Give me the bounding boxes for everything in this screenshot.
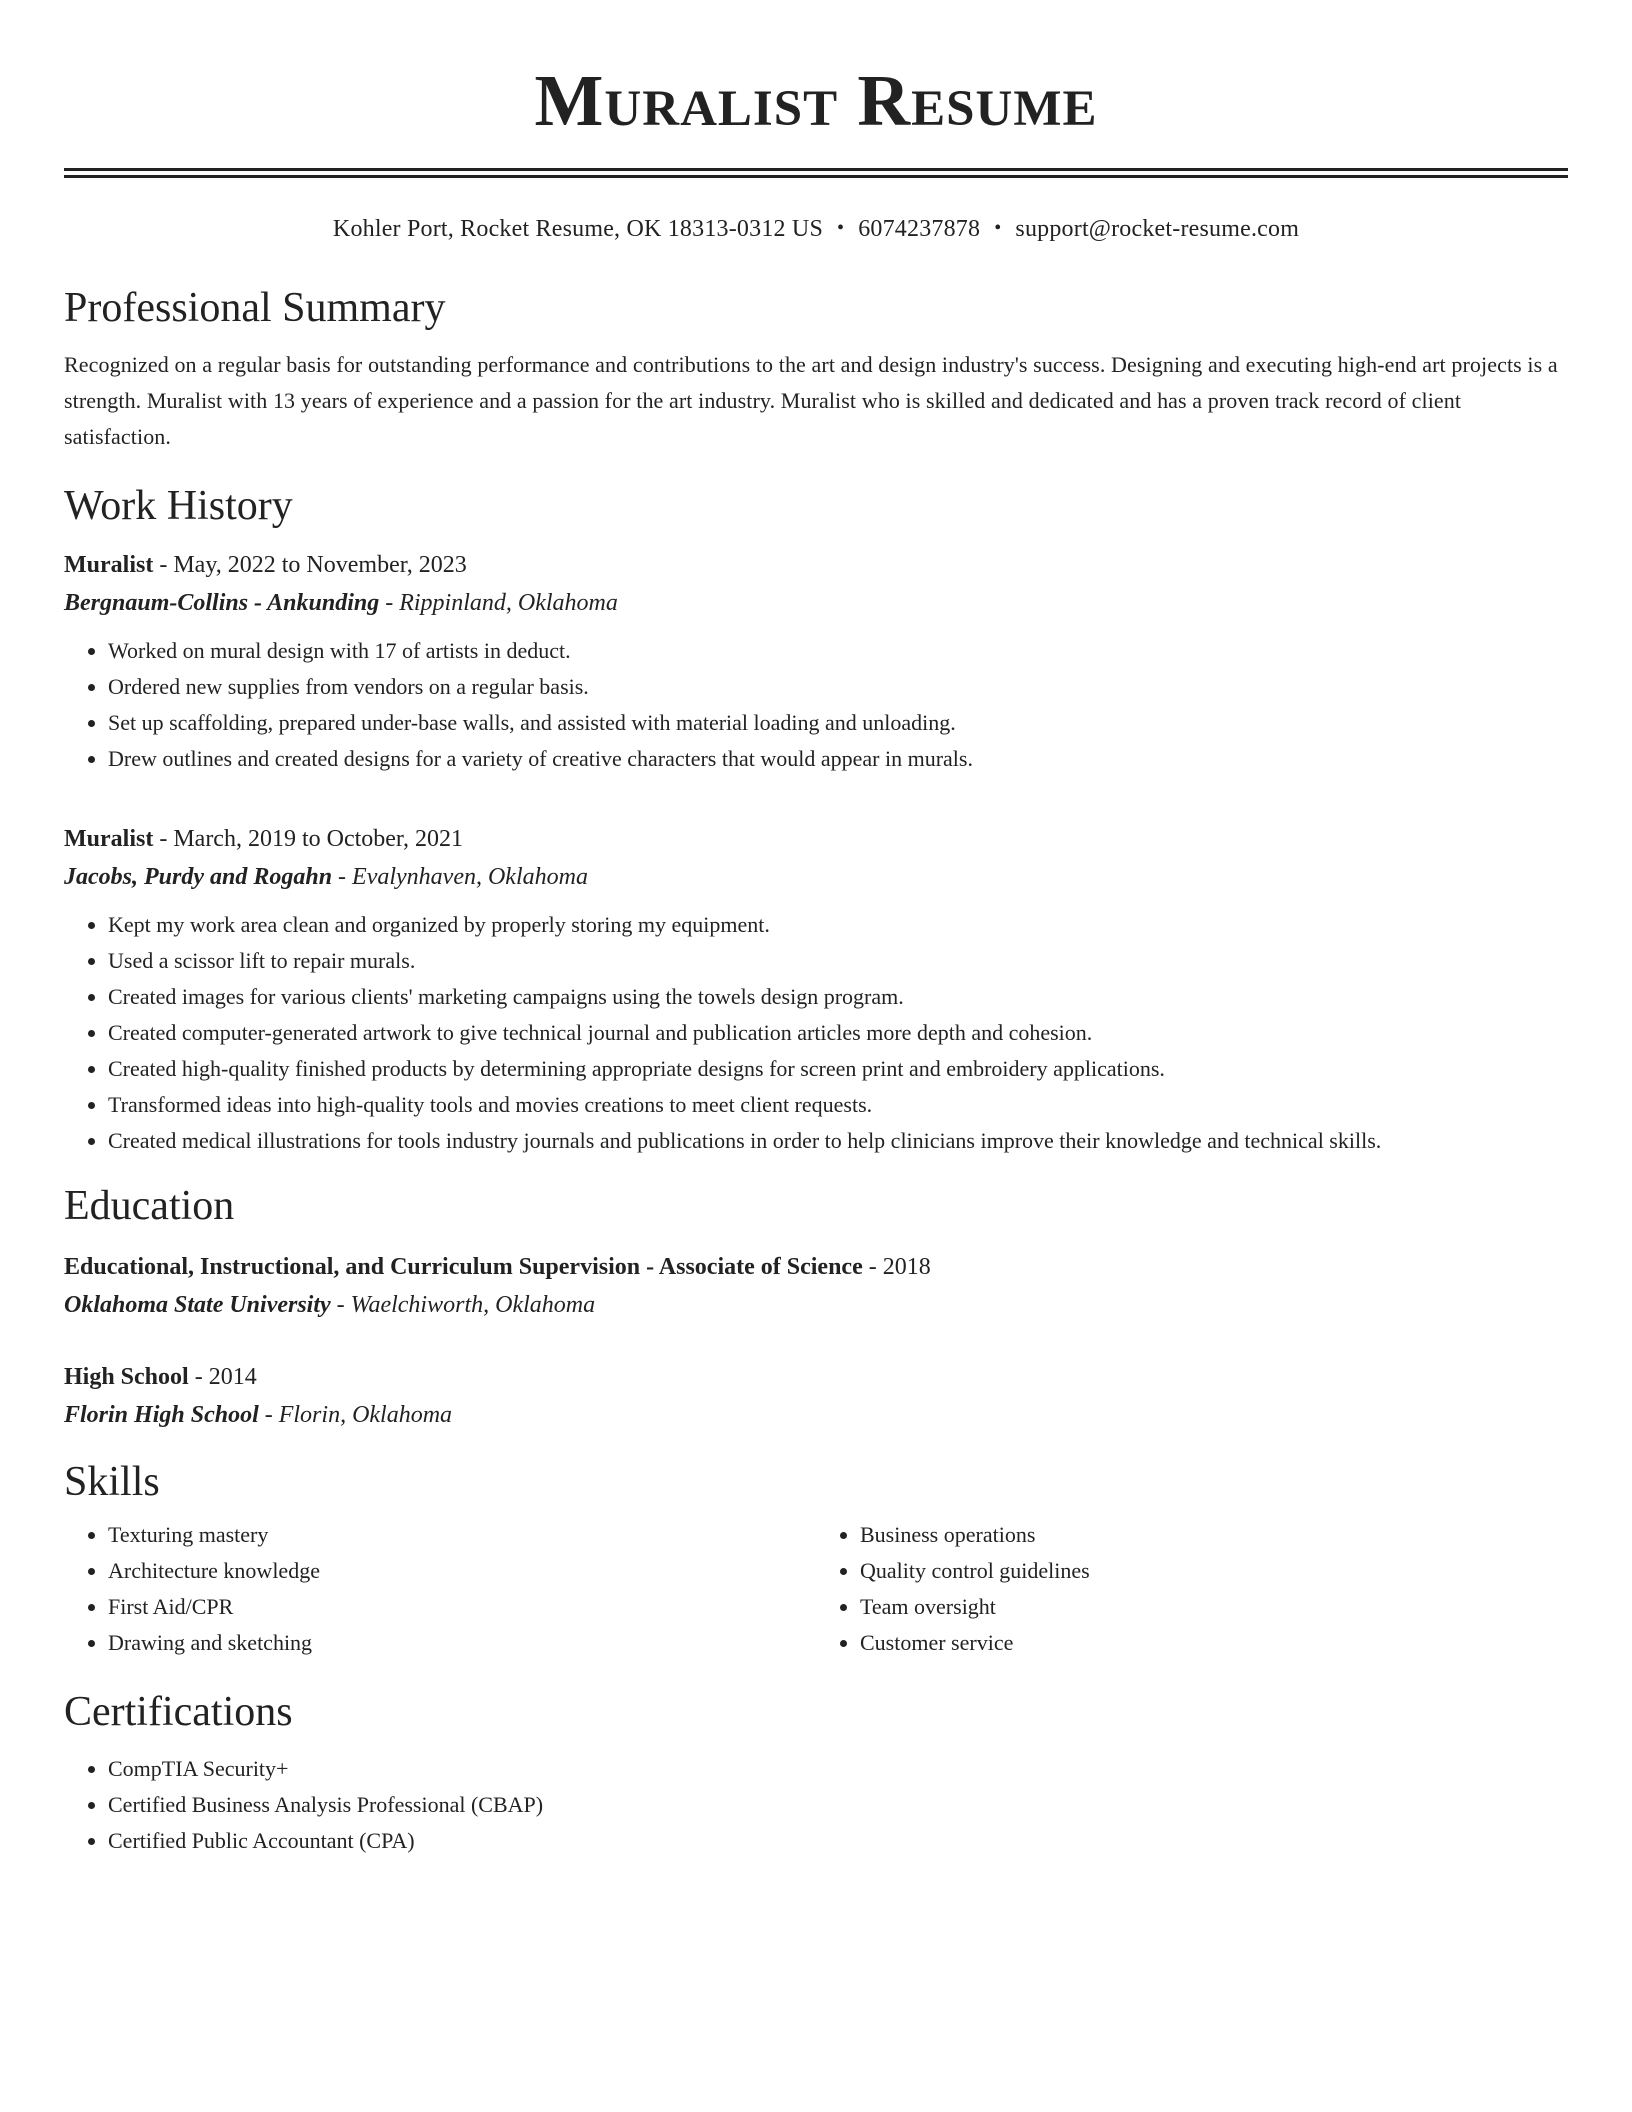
skill-item: • First Aid/CPR	[108, 1589, 816, 1625]
job-duty: • Created high-quality finished products by determining appropriate designs for screen print and embroidery applications.	[108, 1051, 1568, 1087]
school-name: Oklahoma State University	[64, 1292, 331, 1318]
contact-email[interactable]: support@rocket-resume.com	[1015, 216, 1300, 242]
skill-item: • Architecture knowledge	[108, 1553, 816, 1589]
skill-item: • Drawing and sketching	[108, 1625, 816, 1661]
school-line	[64, 1289, 1568, 1321]
job-title: Muralist	[64, 826, 154, 852]
job-dates: - March, 2019 to October, 2021	[153, 826, 463, 852]
employer-location: - Rippinland, Oklahoma	[379, 590, 618, 616]
employer-line	[64, 587, 1568, 619]
job-duty: • Created computer-generated artwork to give technical journal and publication articles more depth and cohesion.	[108, 1015, 1568, 1051]
employer-location: - Evalynhaven, Oklahoma	[332, 864, 588, 890]
section-heading-summary: Professional Summary	[64, 285, 446, 331]
school-name: Florin High School	[64, 1402, 259, 1428]
skill-item: • Team oversight	[860, 1589, 1568, 1625]
skill-item: • Customer service	[860, 1625, 1568, 1661]
certification-item: • Certified Public Accountant (CPA)	[108, 1823, 1568, 1859]
job-duty: • Drew outlines and created designs for a variety of creative characters that would appear in murals.	[108, 741, 1568, 777]
job-dates: - May, 2022 to November, 2023	[153, 552, 467, 578]
graduation-year: - 2018	[862, 1254, 931, 1280]
job-duty: • Worked on mural design with 17 of artists in deduct.	[108, 633, 1568, 669]
job-duty: • Used a scissor lift to repair murals.	[108, 943, 1568, 979]
job-duty: • Ordered new supplies from vendors on a regular basis.	[108, 669, 1568, 705]
job-duty: • Created medical illustrations for tools industry journals and publications in order to help clinicians improve their knowledge and technical skills.	[108, 1123, 1568, 1159]
skill-item: • Business operations	[860, 1517, 1568, 1553]
job-title-line	[64, 823, 1568, 855]
job-entry	[64, 823, 1568, 1159]
employer-line	[64, 861, 1568, 893]
contact-separator: •	[837, 217, 845, 239]
school-location: - Waelchiworth, Oklahoma	[330, 1292, 596, 1318]
job-title-line	[64, 549, 1568, 581]
skills-list-left	[64, 1517, 816, 1661]
graduation-year: - 2014	[188, 1364, 257, 1390]
skill-item: • Quality control guidelines	[860, 1553, 1568, 1589]
skill-item: • Texturing mastery	[108, 1517, 816, 1553]
certification-item: • Certified Business Analysis Professional (CBAP)	[108, 1787, 1568, 1823]
resume-title: Muralist Resume	[534, 60, 1098, 141]
degree-line	[64, 1251, 1568, 1283]
skills-list-right	[816, 1517, 1568, 1661]
job-duty: • Created images for various clients' marketing campaigns using the towels design program.	[108, 979, 1568, 1015]
school-location: - Florin, Oklahoma	[258, 1402, 453, 1428]
contact-line	[64, 214, 1568, 245]
degree-name: High School	[64, 1364, 189, 1390]
contact-separator: •	[994, 217, 1002, 239]
summary-text: Recognized on a regular basis for outstanding performance and contributions to the art and design industry's success. Designing and executing high-end art projects is a strength. Muralist with 13 years of experience and a passion for the art industry. Muralist who is skilled and dedicated and has a proven track record of client satisfaction.	[64, 352, 1558, 449]
contact-phone: 6074237878	[858, 216, 981, 242]
job-entry	[64, 549, 1568, 777]
degree-line	[64, 1361, 1568, 1393]
section-heading-education: Education	[64, 1183, 235, 1229]
degree-name: Educational, Instructional, and Curriculum Supervision - Associate of Science	[64, 1254, 863, 1280]
certifications-list	[64, 1751, 1568, 1859]
job-duty: • Kept my work area clean and organized by properly storing my equipment.	[108, 907, 1568, 943]
job-duties-list	[64, 907, 1568, 1159]
job-duty: • Set up scaffolding, prepared under-base walls, and assisted with material loading and unloading.	[108, 705, 1568, 741]
section-heading-certifications: Certifications	[64, 1689, 293, 1735]
education-entry	[64, 1251, 1568, 1321]
employer-name: Bergnaum-Collins - Ankunding	[64, 590, 380, 616]
contact-address: Kohler Port, Rocket Resume, OK 18313-0312 US	[332, 216, 823, 242]
skills-grid	[64, 1517, 1568, 1661]
job-duties-list	[64, 633, 1568, 777]
title-double-rule	[64, 168, 1568, 178]
job-duty: • Transformed ideas into high-quality tools and movies creations to meet client requests.	[108, 1087, 1568, 1123]
certification-item: • CompTIA Security+	[108, 1751, 1568, 1787]
section-heading-work-history: Work History	[64, 483, 293, 529]
education-entry	[64, 1361, 1568, 1431]
employer-name: Jacobs, Purdy and Rogahn	[64, 864, 333, 890]
section-heading-skills: Skills	[64, 1459, 160, 1505]
job-title: Muralist	[64, 552, 154, 578]
school-line	[64, 1399, 1568, 1431]
